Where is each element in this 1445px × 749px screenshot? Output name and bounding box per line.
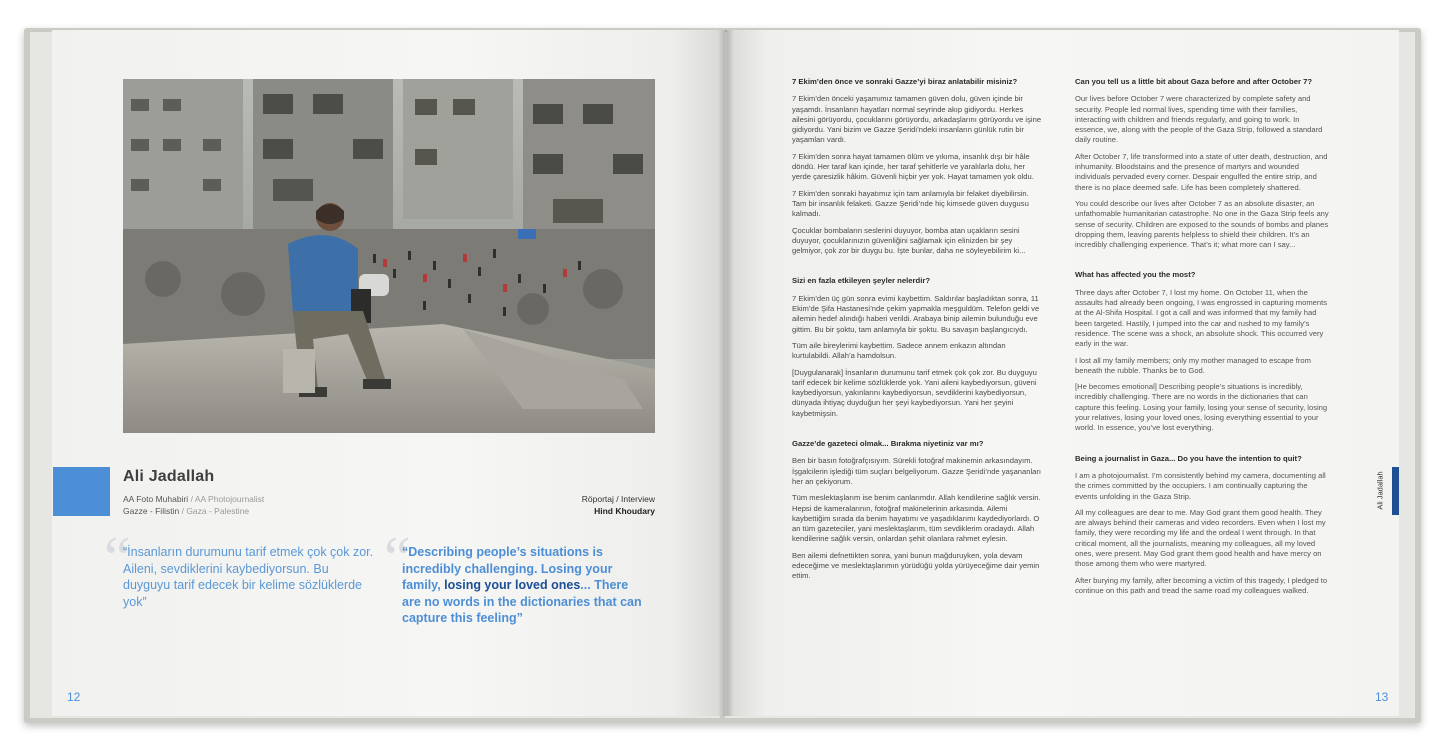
name-accent-block [53, 467, 110, 516]
journalist-name: Ali Jadallah [123, 468, 215, 485]
pull-quote-en [402, 544, 647, 627]
interview-column-en [1075, 77, 1330, 602]
quote-mark-tr: “ [104, 525, 131, 591]
credit-label-tr: Röportaj [581, 494, 614, 504]
location-en: Gaza - Palestine [186, 506, 250, 516]
answer-paragraph: Tüm aile bireylerimi kaybettim. Sadece annem enkazın altından kurtulabildi. Allah’a hamdolsun. [792, 340, 1006, 361]
location-tr: Gazze - Filistin [123, 506, 180, 516]
answer-paragraph: [Duygulanarak] İnsanların durumunu tarif etmek çok çok zor. Bu duyguyu tarif edecek bir kelime sözlüklerde yok. Yani aileni kaybediyorsun, güveni kaybediyorsun, yakınlarını kaybediyorsun, sevdiklerini kaybediyorsun, dünyada ihtiyaç duyduğun her şeyi kaybediyorsun. Yani her şeyini kaybetmişsin. [792, 367, 1037, 418]
pull-quote-en-part1: “Describing people’s situations is incredibly challenging. Losing your family, [402, 545, 613, 592]
answer-paragraph: 7 Ekim’den üç gün sonra evimi kaybettim. Saldırılar başladıktan sonra, 11 Ekim’de Şifa Hastanesi’nde çekim yapmakla meşguldüm. Telefon geldi ve ailemin hedef alındığı haberi verildi. Arabaya binip ailemin bulunduğu eve gittim. Bu bir şoktu, tam anlamıyla bir şoktu. Bu savaşın başlangıcıydı. [792, 293, 1040, 334]
role-line [123, 494, 264, 504]
role-separator: / [188, 494, 195, 504]
answer-paragraph: I lost all my family members; only my mother managed to escape from beneath the rubble. Thanks be to God. [1075, 355, 1311, 375]
answer-paragraph: 7 Ekim’den sonraki hayatımız için tam anlamıyla bir felaket diyebilirsin. Tam bir insanlık felaketi. Gazze Şeridi’nde hiç kimsede güven duygusu kalmadı. [792, 188, 1029, 219]
pull-quote-en-part2: losing your loved ones [444, 578, 581, 592]
credit-name [594, 506, 655, 516]
location-line [123, 506, 249, 516]
answer-paragraph: All my colleagues are dear to me. May God grant them good health. They are always behind their cameras and video recorders. Even when I lost my family, they were recording my life and the ordeal I went through. In that critical moment, all the journalists, meaning my colleagues, all my loved ones, were present. May God grant them good health and have mercy on those among them who were martyred. [1075, 507, 1326, 569]
question-1-tr: 7 Ekim’den önce ve sonraki Gazze’yi biraz anlatabilir misiniz? [792, 77, 1018, 86]
answer-paragraph: After October 7, life transformed into a state of utter death, destruction, and inhumanity. Bloodstains and the presence of martyrs and wounded individuals pervaded every corner. Despair engulfed the entire strip, and there is no place deemed safe. Life has been completely shattered. [1075, 151, 1328, 192]
side-label-text: Ali Jadallah [1375, 471, 1385, 510]
pull-quote-tr: “İnsanların durumunu tarif etmek çok çok zor. Aileni, sevdiklerini kaybediyorsun. Bu duyguyu tarif edecek bir kelime sözlüklerde yok” [123, 545, 374, 609]
interview-column-tr [792, 77, 1044, 588]
page-number-left: 12 [67, 690, 81, 704]
role-tr: AA Foto Muhabiri [123, 494, 189, 504]
question-2-en: What has affected you the most? [1075, 270, 1196, 280]
answer-paragraph: 7 Ekim’den önceki yaşamımız tamamen güven dolu, güven içinde bir yaşamdı. İnsanların hayatları normal seyrinde akıp gidiyordu. Herkes ailesini görüyordu, çocuklarını görüyordu, arkadaşlarını görüyordu ve işine gidiyordu. Yani bizim ve Gazze Şeridi’ndeki insanların günlük rutin bir yaşamları vardı. [792, 94, 1042, 145]
answer-paragraph: You could describe our lives after October 7 as an absolute disaster, an unfathomable humanitarian catastrophe. No one in the Gaza Strip feels any sense of security. Children are exposed to the sounds of bombs and planes dropping them, leaving parents helpless to shield their children. It’s an incredibly challenging experience. That’s it; what more can I say... [1075, 198, 1329, 250]
answer-paragraph: Tüm meslektaşlarım ise benim canlarımdır. Allah kendilerine sağlık versin. Hepsi de kameralarının, fotoğraf makinelerinin arkasında. Ailemi kaybettiğim sırada da benim hayatımı ve yaşadıklarımı kaydediyorlardı. O an tüm gazeteciler, yani meslektaşlarım, tüm sevdiklerim oradaydı. Allah kendilerine sağlık versin, onlardan şehit olanlara rahmet eylesin. [792, 493, 1041, 544]
answer-paragraph: Çocuklar bombaların seslerini duyuyor, bomba atan uçakların sesini duyuyor, çocuklarınızın güvenliğini sağlamak için elinizden bir şey gelmiyor, çok zor bir duygu bu. İşte bunlar, daha ne söyleyebilirim ki... [792, 225, 1026, 256]
page-number-right: 13 [1375, 690, 1389, 704]
answer-paragraph: I am a photojournalist. I’m consistently behind my camera, documenting all the crimes committed by the occupiers. I am continually capturing the events unfolding in the Gaza Strip. [1075, 470, 1326, 501]
credit-label [582, 494, 655, 504]
answer-paragraph: Ben bir basın fotoğrafçısıyım. Sürekli fotoğraf makinemin arkasındayım. İşgalcilerin işlediği tüm suçları belgeliyorum. Gazze Şeridi’nde yaşananları her an çekiyorum. [792, 456, 1042, 486]
answer-paragraph: Ben ailemi defnettikten sonra, yani bunun mağduruyken, yola devam edeceğime ve meslektaşlarımın yürüdüğü yolda yürüyeceğime dair yemin ettim. [792, 550, 1040, 581]
answer-paragraph: Our lives before October 7 were characterized by complete safety and security. People led normal lives, spending time with their families, interacting with children and friends regularly, and going to work. In essence, we, along with the people of the Gaza Strip, followed a standard daily routine. [1075, 94, 1323, 145]
credit-label-en: Interview [620, 494, 655, 504]
question-3-en: Being a journalist in Gaza... Do you have the intention to quit? [1075, 453, 1302, 463]
answer-paragraph: 7 Ekim’den sonra hayat tamamen ölüm ve yıkıma, insanlık dışı bir hâle döndü. Her taraf kan içinde, her taraf şehitlerle ve yaralılarla dolu, her yerde çaresizlik hâkim. Güvenli hiçbir yer yok. Hayat tamamen yok oldu. [792, 151, 1034, 182]
answer-paragraph: Three days after October 7, I lost my home. On October 11, when the assaults had already been ongoing, I was engrossed in capturing moments at the Al-Shifa Hospital. I got a call and was informed that my family had been targeted. Hastily, I jumped into the car and rushed to my family’s residence. The scene was a shock, an absolute shock. This occurred very early in the war. [1075, 287, 1328, 349]
question-2-tr: Sizi en fazla etkileyen şeyler nelerdir? [792, 276, 931, 286]
interviewer-name: Hind Khoudary [594, 506, 655, 516]
photo-journalist-rubble [123, 79, 655, 433]
side-tab-marker [1392, 467, 1399, 515]
question-1-en: Can you tell us a little bit about Gaza before and after October 7? [1075, 77, 1313, 86]
pull-quote-en-part3: ... There are no words in the dictionaries that can capture this feeling” [402, 578, 642, 625]
role-en: AA Photojournalist [194, 494, 265, 504]
side-label [1377, 470, 1389, 516]
location-separator: / [179, 506, 187, 516]
question-3-tr: Gazze’de gazeteci olmak... Bırakma niyetiniz var mı? [792, 439, 984, 449]
quote-mark-en: “ [384, 525, 411, 591]
answer-paragraph: After burying my family, after becoming a victim of this tragedy, I pledged to continue on this path and tread the same road my colleagues walked. [1075, 575, 1328, 595]
answer-paragraph: [He becomes emotional] Describing people’s situations is incredibly, incredibly challenging. There are no words in the dictionaries that can capture this feeling. Losing your family, losing your sense of security, losing your relatives, losing your loved ones, losing everything essential to your world. In essence, you’ve lost everything. [1075, 382, 1328, 433]
credit-separator: / [613, 494, 621, 504]
book-spine [718, 30, 734, 716]
